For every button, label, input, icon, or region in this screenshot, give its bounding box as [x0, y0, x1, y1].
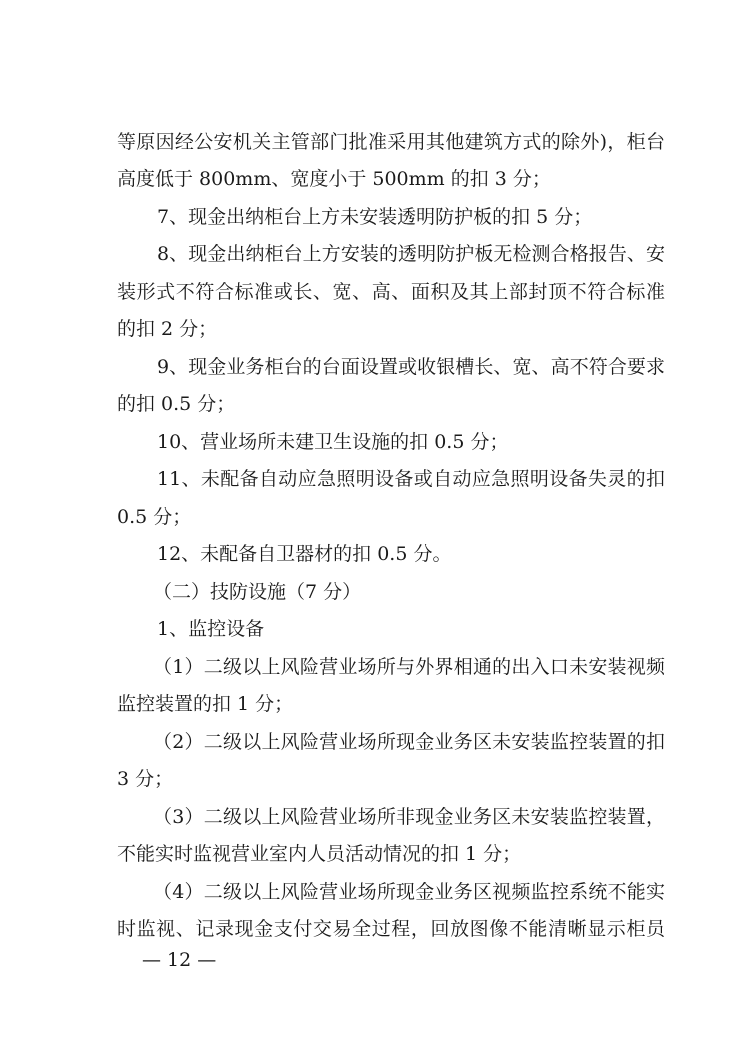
page-number: — 12 — — [142, 949, 217, 971]
text-line: （1）二级以上风险营业场所与外界相通的出入口未安装视频 — [153, 656, 665, 678]
text-line: 9、现金业务柜台的台面设置或收银槽长、宽、高不符合要求 — [157, 356, 665, 378]
text-line: 0.5 分； — [117, 506, 192, 528]
section-heading: （二）技防设施（7 分） — [153, 581, 362, 603]
text-line: 装形式不符合标准或长、宽、高、面积及其上部封顶不符合标准 — [117, 281, 665, 303]
text-line: 8、现金出纳柜台上方安装的透明防护板无检测合格报告、安 — [157, 243, 665, 265]
text-line: 时监视、记录现金支付交易全过程，回放图像不能清晰显示柜员 — [117, 918, 665, 940]
text-line: 高度低于 800mm、宽度小于 500mm 的扣 3 分； — [117, 168, 551, 190]
text-line: 监控装置的扣 1 分； — [117, 693, 294, 715]
text-line: （3）二级以上风险营业场所非现金业务区未安装监控装置， — [153, 806, 665, 828]
text-line: 不能实时监视营业室内人员活动情况的扣 1 分； — [117, 843, 522, 865]
text-line: 的扣 0.5 分； — [117, 393, 236, 415]
text-line: 10、营业场所未建卫生设施的扣 0.5 分； — [157, 431, 509, 453]
subsection-heading: 1、监控设备 — [157, 618, 265, 640]
text-line: （2）二级以上风险营业场所现金业务区未安装监控装置的扣 — [153, 731, 665, 753]
text-line: 11、未配备自动应急照明设备或自动应急照明设备失灵的扣 — [157, 468, 665, 490]
text-line: （4）二级以上风险营业场所现金业务区视频监控系统不能实 — [153, 881, 665, 903]
text-line: 12、未配备自卫器材的扣 0.5 分。 — [157, 543, 452, 565]
text-line: 的扣 2 分； — [117, 318, 218, 340]
text-line: 等原因经公安机关主管部门批准采用其他建筑方式的除外)，柜台 — [117, 131, 665, 153]
text-line: 7、现金出纳柜台上方未安装透明防护板的扣 5 分； — [157, 206, 593, 228]
text-line: 3 分； — [117, 768, 174, 790]
